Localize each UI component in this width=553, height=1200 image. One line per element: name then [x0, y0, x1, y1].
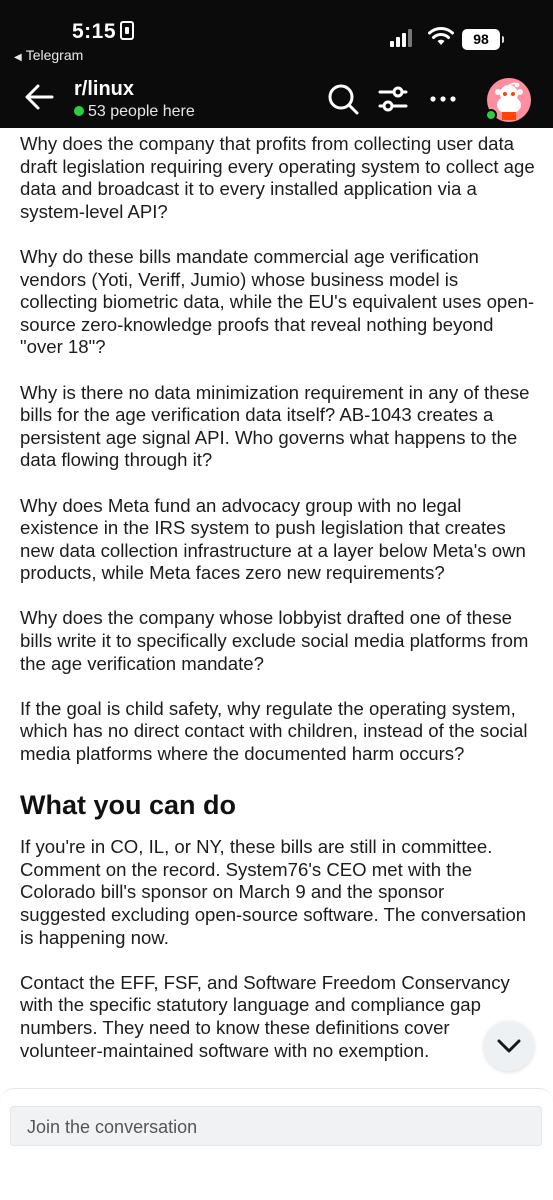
section-heading: What you can do [20, 790, 236, 821]
avatar-status-dot [485, 109, 497, 121]
chevron-down-icon [484, 1021, 534, 1071]
more-horizontal-icon[interactable] [426, 82, 460, 116]
sliders-icon[interactable] [376, 82, 410, 116]
online-count: 53 people here [74, 103, 195, 121]
scroll-down-button[interactable] [484, 1021, 534, 1071]
back-to-telegram[interactable]: ◀ Telegram [14, 47, 84, 63]
paragraph: Why is there no data minimization requirement in any of these bills for the age verification data itself? AB-1043 creates a persistent age signal API. Who governs what happens to the data flowing through it? [20, 381, 530, 471]
wifi-icon [428, 26, 454, 46]
post-body [20, 133, 535, 1085]
subreddit-name[interactable]: r/linux [74, 78, 135, 100]
arrow-left-icon[interactable] [22, 80, 56, 114]
paragraph: If the goal is child safety, why regulate the operating system, which has no direct contact with children, instead of the social media platforms where the documented harm occurs? [20, 697, 528, 765]
search-icon[interactable] [326, 82, 360, 116]
lock-icon [120, 21, 134, 40]
paragraph: Why do these bills mandate commercial age verification vendors (Yoti, Veriff, Jumio) whose business model is collecting biometric data, while the EU's equivalent uses open-source zero-knowledge proofs that reveal nothing beyond "over 18"? [20, 245, 535, 358]
paragraph: Why does the company that profits from collecting user data draft legislation requiring every operating system to collect age data and broadcast it to every installed application via a system-level API? [20, 133, 535, 222]
online-dot [74, 106, 84, 116]
comment-composer [0, 1088, 553, 1200]
battery-indicator: 98 [462, 29, 500, 50]
join-conversation-input[interactable]: Join the conversation [10, 1106, 542, 1146]
paragraph: Contact the EFF, FSF, and Software Freedom Conservancy with the specific statutory language and compliance gap numbers. They need to know these definitions cover volunteer-maintained software with no exemption. [20, 971, 510, 1061]
paragraph: Why does the company whose lobbyist drafted one of these bills write it to specifically exclude social media platforms from the age verification mandate? [20, 607, 529, 674]
cellular-signal-icon [390, 29, 414, 47]
back-triangle-icon: ◀ [14, 52, 22, 63]
status-time: 5:15 [72, 20, 134, 44]
header-bar [0, 0, 553, 128]
paragraph: If you're in CO, IL, or NY, these bills are still in committee. Comment on the record. System76's CEO met with the Colorado bill's sponsor on March 9 and the sponsor suggested excluding open-source software. The conversation is happening now. [20, 836, 527, 948]
paragraph: Why does Meta fund an advocacy group with no legal existence in the IRS system to push legislation that creates new data collection infrastructure at a layer below Meta's own products, while Meta faces zero new requirements? [20, 494, 526, 584]
